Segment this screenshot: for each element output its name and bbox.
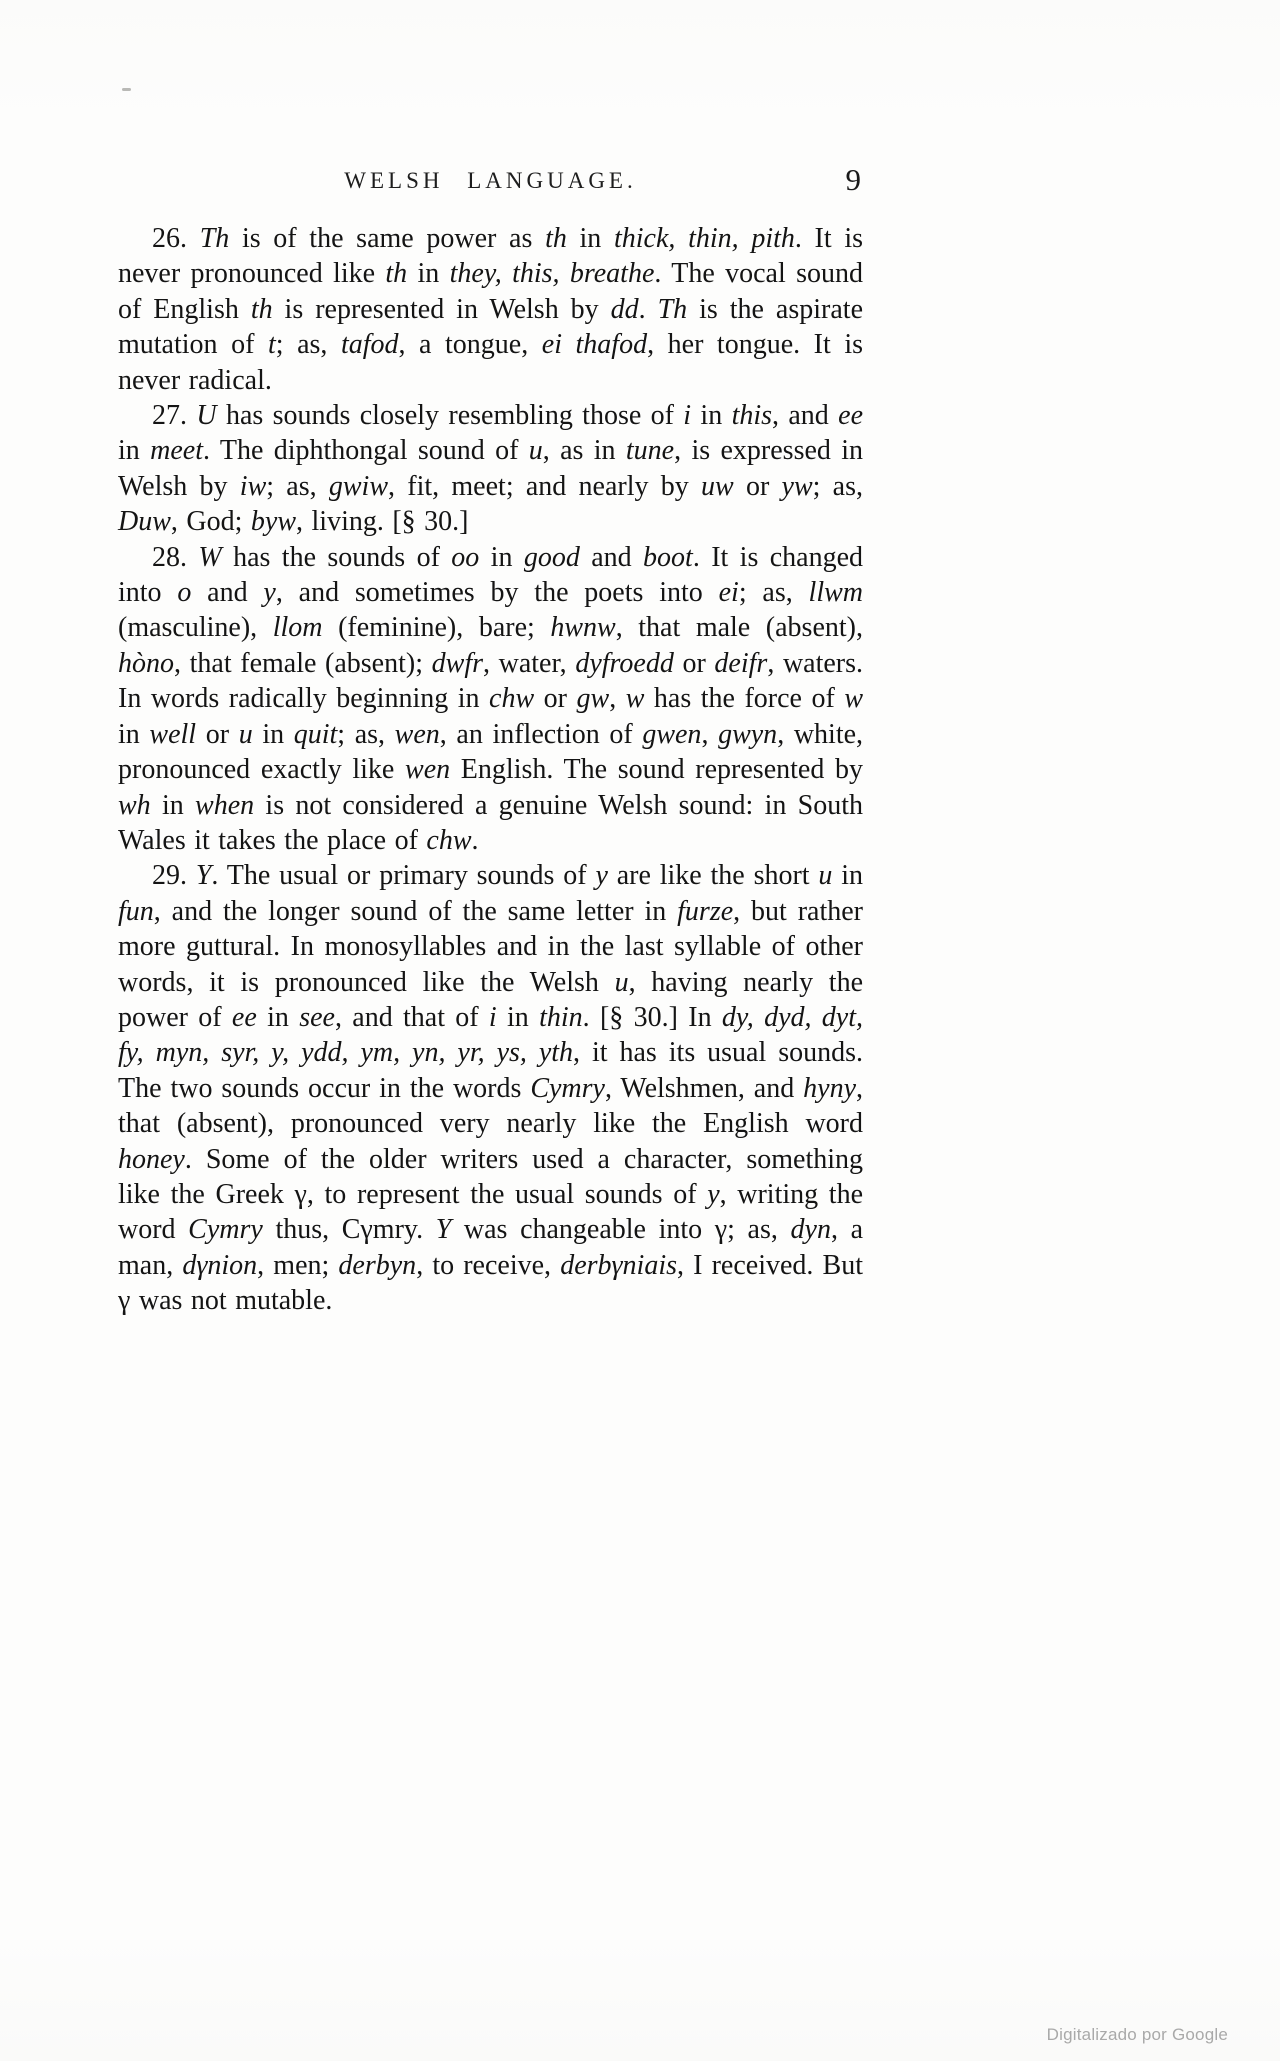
text-run: . bbox=[638, 293, 658, 325]
italic-run: yw bbox=[781, 470, 813, 502]
text-run: in bbox=[150, 789, 196, 821]
text-run: , it has its usual sounds. The two sounds occur in the words bbox=[118, 1037, 863, 1104]
italic-run: gwen bbox=[642, 718, 702, 750]
italic-run: oo bbox=[451, 541, 480, 573]
paragraph-27 bbox=[118, 398, 863, 540]
italic-run: well bbox=[149, 718, 197, 750]
text-run: , as in bbox=[542, 435, 626, 467]
italic-run: wen bbox=[405, 754, 451, 786]
text-run: ; as, bbox=[275, 329, 341, 361]
text-run: , and sometimes by the poets into bbox=[275, 577, 719, 609]
scan-artifact bbox=[122, 88, 131, 91]
text-run: , is expressed in Welsh by bbox=[118, 435, 864, 502]
text-run: . It is never pronounced like bbox=[118, 223, 864, 290]
italic-run: meet bbox=[150, 435, 203, 467]
text-run: in bbox=[252, 718, 294, 750]
google-digitization-watermark: Digitalizado por Google bbox=[1046, 2025, 1228, 2044]
italic-run: dyfroedd bbox=[575, 647, 674, 679]
text-run: , her tongue. It is never radical. bbox=[118, 329, 864, 396]
text-run: , that female (absent); bbox=[174, 647, 432, 679]
text-run: , Welshmen, and bbox=[604, 1072, 804, 1104]
page-number: 9 bbox=[845, 162, 861, 197]
text-run: ; as, bbox=[266, 470, 329, 502]
italic-run: furze bbox=[677, 895, 734, 927]
italic-run: llwm bbox=[808, 577, 864, 609]
italic-run: i bbox=[488, 1001, 497, 1033]
text-run: . bbox=[471, 824, 479, 856]
text-run: , an inflection of bbox=[439, 718, 643, 750]
text-run: , I received. But γ was not mutable. bbox=[118, 1249, 863, 1317]
text-run: , white, pronounced exactly like bbox=[118, 718, 864, 786]
text-run: , a man, bbox=[118, 1214, 864, 1281]
text-run: . It is changed into bbox=[118, 541, 864, 609]
text-run: is not considered a genuine Welsh sound: in South Wales it takes the place of bbox=[118, 789, 864, 856]
italic-run: thick, thin, pith bbox=[613, 223, 795, 254]
paragraph-26 bbox=[118, 221, 863, 398]
italic-run: wh bbox=[118, 789, 151, 821]
italic-run: dd bbox=[610, 293, 639, 325]
text-run: , bbox=[701, 718, 719, 750]
text-block bbox=[118, 221, 863, 1319]
page-header bbox=[118, 162, 863, 208]
text-run: and bbox=[579, 541, 644, 573]
text-run: , that male (absent), bbox=[615, 612, 863, 644]
italic-run: chw bbox=[426, 824, 472, 856]
text-run: , fit, meet; and nearly by bbox=[388, 470, 701, 502]
italic-run: i bbox=[683, 400, 692, 432]
text-run: was changeable into γ; as, bbox=[451, 1214, 791, 1246]
italic-run: ee bbox=[838, 400, 864, 432]
paragraph-28 bbox=[118, 540, 863, 859]
text-run: and bbox=[191, 577, 264, 609]
italic-run: y bbox=[707, 1178, 720, 1210]
italic-run: wen bbox=[394, 718, 440, 750]
italic-run: u bbox=[614, 966, 629, 998]
italic-run: hwnw bbox=[550, 612, 616, 644]
italic-run: y bbox=[595, 860, 608, 892]
italic-run: u bbox=[818, 860, 833, 892]
text-run: in bbox=[118, 435, 151, 467]
text-run: 29. bbox=[152, 860, 196, 892]
text-run: has the force of bbox=[644, 683, 845, 715]
text-run: in bbox=[256, 1001, 300, 1033]
text-run: , waters. In words radically beginning in bbox=[118, 647, 864, 715]
text-run: or bbox=[196, 718, 239, 750]
italic-run: y bbox=[263, 577, 276, 609]
italic-run: w bbox=[844, 683, 864, 715]
text-run: ; as, bbox=[812, 470, 863, 502]
text-run: , water, bbox=[483, 647, 576, 679]
text-run: , and that of bbox=[334, 1001, 489, 1033]
italic-run: u bbox=[528, 435, 543, 467]
text-run: 28. bbox=[152, 541, 199, 573]
text-run: . Some of the older writers used a character, something like the Greek γ, to represent the usual sounds of bbox=[118, 1143, 863, 1210]
italic-run: hòno bbox=[118, 647, 174, 679]
text-run: . The usual or primary sounds of bbox=[211, 860, 596, 892]
italic-run: Y bbox=[195, 860, 212, 892]
text-run: , and the longer sound of the same letter in bbox=[153, 895, 678, 927]
italic-run: tafod bbox=[340, 329, 399, 361]
italic-run: dy, dyd, dyt, fy, myn, syr, y, ydd, ym, yn, yr, ys, yth bbox=[118, 1001, 864, 1069]
text-run: English. The sound represented by bbox=[450, 754, 864, 786]
italic-run: Y bbox=[435, 1214, 452, 1246]
italic-run: iw bbox=[239, 470, 267, 502]
text-run: in bbox=[832, 860, 864, 892]
text-run: , a tongue, bbox=[398, 329, 542, 361]
italic-run: Duw bbox=[118, 506, 171, 538]
italic-run: u bbox=[238, 718, 253, 750]
text-run: , men; bbox=[257, 1249, 339, 1281]
italic-run: uw bbox=[701, 470, 734, 502]
italic-run: o bbox=[177, 577, 192, 609]
italic-run: hyny bbox=[803, 1072, 856, 1104]
italic-run: gwiw bbox=[328, 470, 389, 502]
running-head: WELSH LANGUAGE. bbox=[344, 168, 637, 193]
text-run: thus, Cγmry. bbox=[262, 1214, 436, 1246]
italic-run: deifr bbox=[714, 647, 768, 679]
italic-run: quit bbox=[293, 718, 338, 750]
paragraph-29 bbox=[118, 858, 863, 1318]
text-run: in bbox=[407, 258, 450, 290]
italic-run: derbyn bbox=[338, 1249, 417, 1281]
italic-run: ee bbox=[231, 1001, 257, 1033]
italic-run: W bbox=[198, 541, 222, 573]
italic-run: good bbox=[523, 541, 580, 573]
text-run: are like the short bbox=[607, 860, 819, 892]
italic-run: they, this, breathe bbox=[449, 258, 655, 290]
italic-run: derbγniais bbox=[560, 1249, 677, 1281]
italic-run: see bbox=[299, 1001, 335, 1033]
italic-run: fun bbox=[118, 895, 154, 927]
text-run: . The vocal sound of English bbox=[118, 258, 863, 325]
italic-run: U bbox=[196, 400, 217, 432]
italic-run: tune bbox=[625, 435, 675, 467]
text-run: . The diphthongal sound of bbox=[203, 435, 529, 467]
italic-run: ei thafod bbox=[541, 329, 648, 361]
text-run: (feminine), bare; bbox=[322, 612, 551, 644]
italic-run: th bbox=[250, 293, 273, 325]
text-run: has the sounds of bbox=[221, 541, 452, 573]
italic-run: when bbox=[195, 789, 255, 821]
text-run: has sounds closely resembling those of bbox=[216, 400, 684, 432]
italic-run: gw bbox=[576, 683, 610, 715]
text-run: ; as, bbox=[738, 577, 809, 609]
text-run: is the aspirate mutation of bbox=[118, 293, 863, 361]
italic-run: th bbox=[545, 223, 567, 254]
italic-run: honey bbox=[118, 1143, 185, 1175]
text-run: , and bbox=[772, 400, 839, 432]
italic-run: byw bbox=[250, 506, 297, 538]
italic-run: gwyn bbox=[718, 718, 778, 750]
italic-run: llom bbox=[272, 612, 323, 644]
text-run: , bbox=[609, 683, 626, 715]
italic-run: this bbox=[731, 400, 773, 432]
text-run: (masculine), bbox=[118, 612, 273, 644]
text-run: is represented in Welsh by bbox=[272, 293, 611, 325]
text-run: . [§ 30.] In bbox=[582, 1001, 722, 1033]
italic-run: dwfr bbox=[431, 647, 483, 679]
text-run: in bbox=[496, 1001, 540, 1033]
italic-run: dγnion bbox=[182, 1249, 258, 1281]
text-run: or bbox=[534, 683, 577, 715]
text-run: , but rather more guttural. In monosyllables and in the last syllable of other words, it is pronounced like the Welsh bbox=[118, 895, 864, 998]
text-run: ; as, bbox=[337, 718, 395, 750]
text-run: in bbox=[479, 541, 524, 573]
text-run: , having nearly the power of bbox=[118, 966, 864, 1033]
italic-run: Th bbox=[657, 293, 688, 325]
italic-run: Th bbox=[199, 223, 230, 254]
text-run: in bbox=[118, 718, 150, 750]
italic-run: th bbox=[385, 258, 408, 290]
text-run: is of the same power as bbox=[229, 223, 546, 254]
italic-run: thin bbox=[539, 1001, 583, 1033]
italic-run: chw bbox=[489, 683, 535, 715]
text-run: in bbox=[566, 223, 614, 254]
italic-run: ei bbox=[718, 577, 739, 609]
italic-run: t bbox=[267, 329, 276, 361]
italic-run: boot bbox=[643, 541, 693, 573]
text-run: , living. [§ 30.] bbox=[296, 506, 469, 538]
text-run: in bbox=[691, 400, 732, 432]
italic-run: w bbox=[625, 683, 645, 715]
italic-run: dyn bbox=[790, 1214, 831, 1246]
text-run: 26. bbox=[152, 223, 200, 254]
text-run: , that (absent), pronounced very nearly like the English word bbox=[118, 1072, 863, 1140]
italic-run: Cymry bbox=[530, 1072, 605, 1104]
text-run: , writing the word bbox=[118, 1178, 863, 1246]
text-run: or bbox=[733, 470, 782, 502]
text-run: , God; bbox=[170, 506, 251, 538]
text-run: 27. bbox=[152, 400, 197, 432]
text-run: , to receive, bbox=[416, 1249, 561, 1281]
italic-run: Cymry bbox=[188, 1214, 263, 1246]
text-run: or bbox=[673, 647, 715, 679]
